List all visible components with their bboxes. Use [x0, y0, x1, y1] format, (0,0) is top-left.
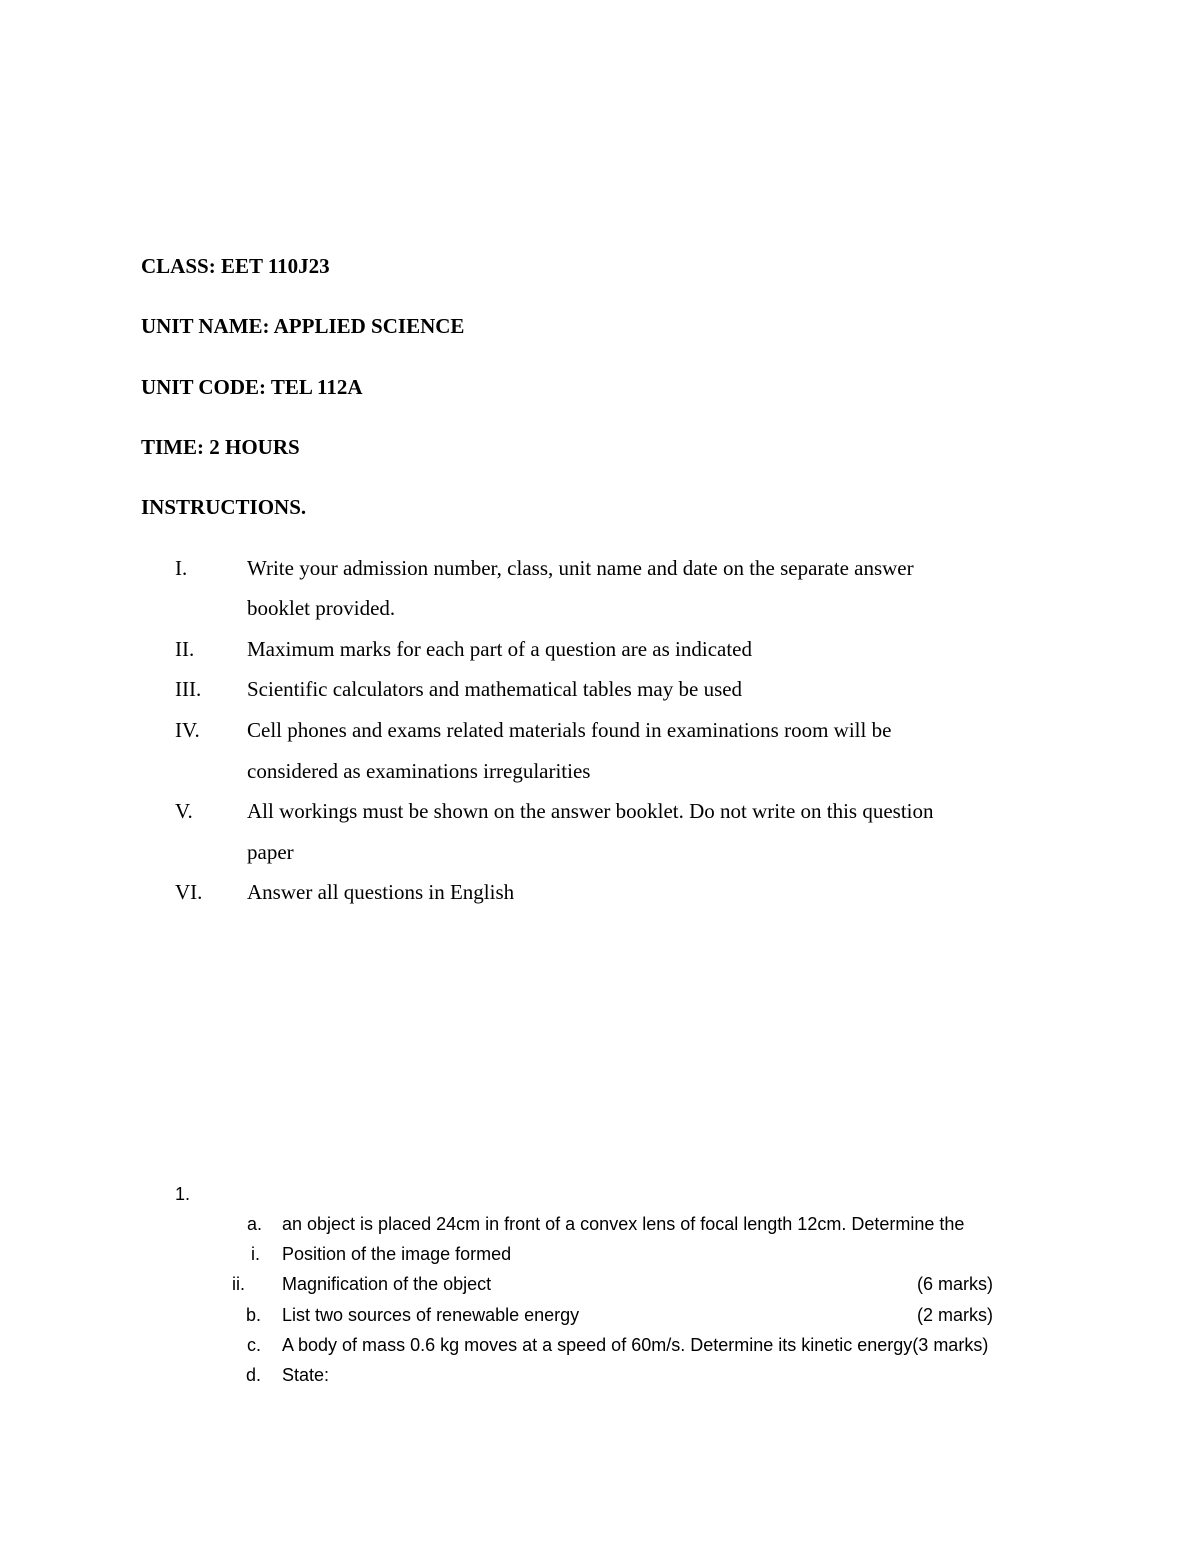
- instruction-text: paper: [247, 840, 294, 864]
- instruction-number: II.: [175, 637, 195, 661]
- marks-label: (2 marks): [917, 1305, 993, 1325]
- instruction-text: booklet provided.: [247, 596, 396, 620]
- instruction-text: Write your admission number, class, unit name and date on the separate answer: [247, 556, 914, 580]
- part-label: b.: [246, 1305, 262, 1325]
- time-line: TIME: 2 HOURS: [141, 435, 300, 459]
- instruction-text: Scientific calculators and mathematical tables may be used: [247, 677, 743, 701]
- instruction-number: III.: [175, 677, 202, 701]
- class-line: CLASS: EET 110J23: [141, 254, 330, 278]
- instruction-number: IV.: [175, 718, 200, 742]
- part-text: State:: [282, 1365, 330, 1385]
- part-label: ii.: [232, 1274, 245, 1294]
- part-label: i.: [251, 1244, 260, 1264]
- part-text: A body of mass 0.6 kg moves at a speed of 60m/s. Determine its kinetic energy(3 marks): [282, 1335, 989, 1355]
- part-label: a.: [247, 1214, 263, 1234]
- part-label: d.: [246, 1365, 262, 1385]
- instruction-text: Answer all questions in English: [247, 880, 515, 904]
- part-text: Position of the image formed: [282, 1244, 512, 1264]
- part-text: Magnification of the object: [282, 1274, 492, 1294]
- question-number: 1.: [175, 1184, 191, 1204]
- part-label: c.: [247, 1335, 262, 1355]
- part-text: an object is placed 24cm in front of a convex lens of focal length 12cm. Determine the: [282, 1214, 965, 1234]
- part-text: List two sources of renewable energy: [282, 1305, 580, 1325]
- instruction-text: Cell phones and exams related materials found in examinations room will be: [247, 718, 892, 742]
- marks-label: (6 marks): [917, 1274, 993, 1294]
- instruction-number: I.: [175, 556, 188, 580]
- instruction-number: VI.: [175, 880, 203, 904]
- instructions-title: INSTRUCTIONS.: [141, 495, 307, 519]
- unit-code-line: UNIT CODE: TEL 112A: [141, 375, 363, 399]
- instruction-text: considered as examinations irregularities: [247, 759, 591, 783]
- instruction-number: V.: [175, 799, 193, 823]
- instruction-text: All workings must be shown on the answer booklet. Do not write on this question: [247, 799, 934, 823]
- instruction-text: Maximum marks for each part of a question are as indicated: [247, 637, 752, 661]
- unit-name-line: UNIT NAME: APPLIED SCIENCE: [141, 314, 465, 338]
